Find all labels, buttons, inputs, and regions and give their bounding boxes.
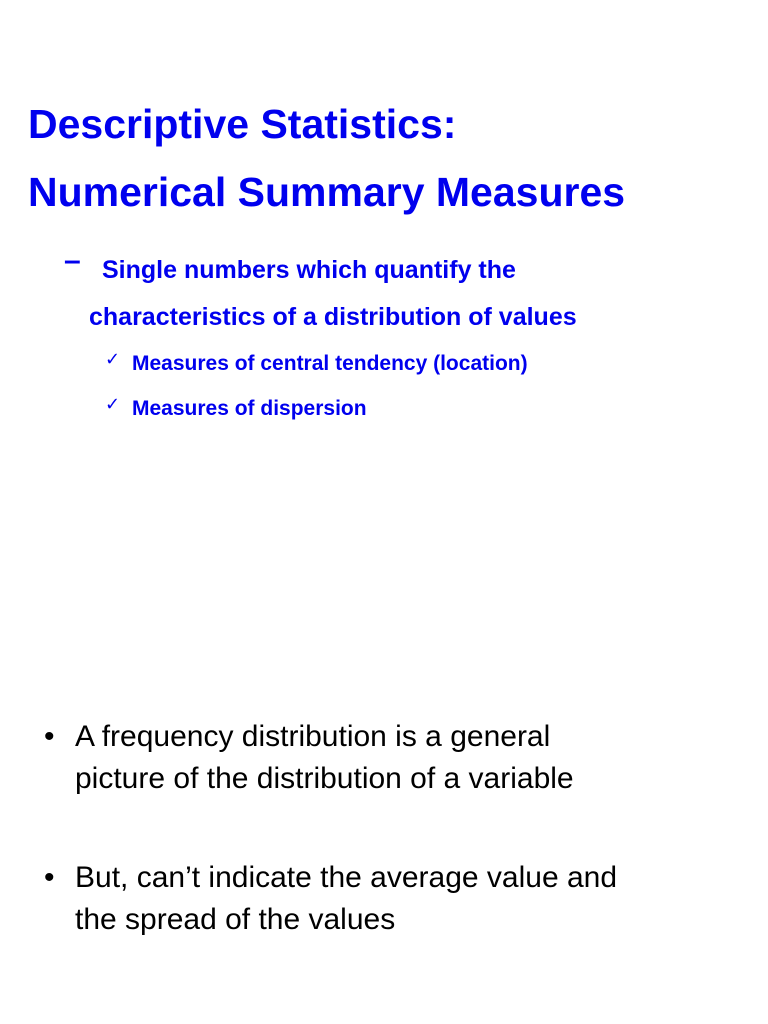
bullet-icon: •	[44, 720, 55, 753]
dash-marker: –	[64, 244, 81, 277]
checklist-item-central-tendency	[105, 349, 528, 375]
checklist-label: Measures of dispersion	[132, 397, 367, 420]
checkmark-icon: ✓	[105, 394, 121, 415]
checkmark-icon: ✓	[105, 349, 121, 370]
slide-title-line-2: Numerical Summary Measures	[28, 169, 626, 215]
sub-point-line-2: characteristics of a distribution of values	[89, 303, 577, 331]
checklist-item-dispersion	[105, 394, 367, 420]
slide-title-line-1: Descriptive Statistics:	[28, 101, 457, 147]
bullet-text: A frequency distribution is a general picture of the distribution of a variable	[75, 720, 574, 795]
bullet-icon: •	[44, 861, 55, 894]
checklist-label: Measures of central tendency (location)	[132, 352, 528, 375]
sub-point-line-1: Single numbers which quantify the	[102, 256, 516, 284]
bullet-text: But, can’t indicate the average value and the spread of the values	[75, 861, 618, 936]
